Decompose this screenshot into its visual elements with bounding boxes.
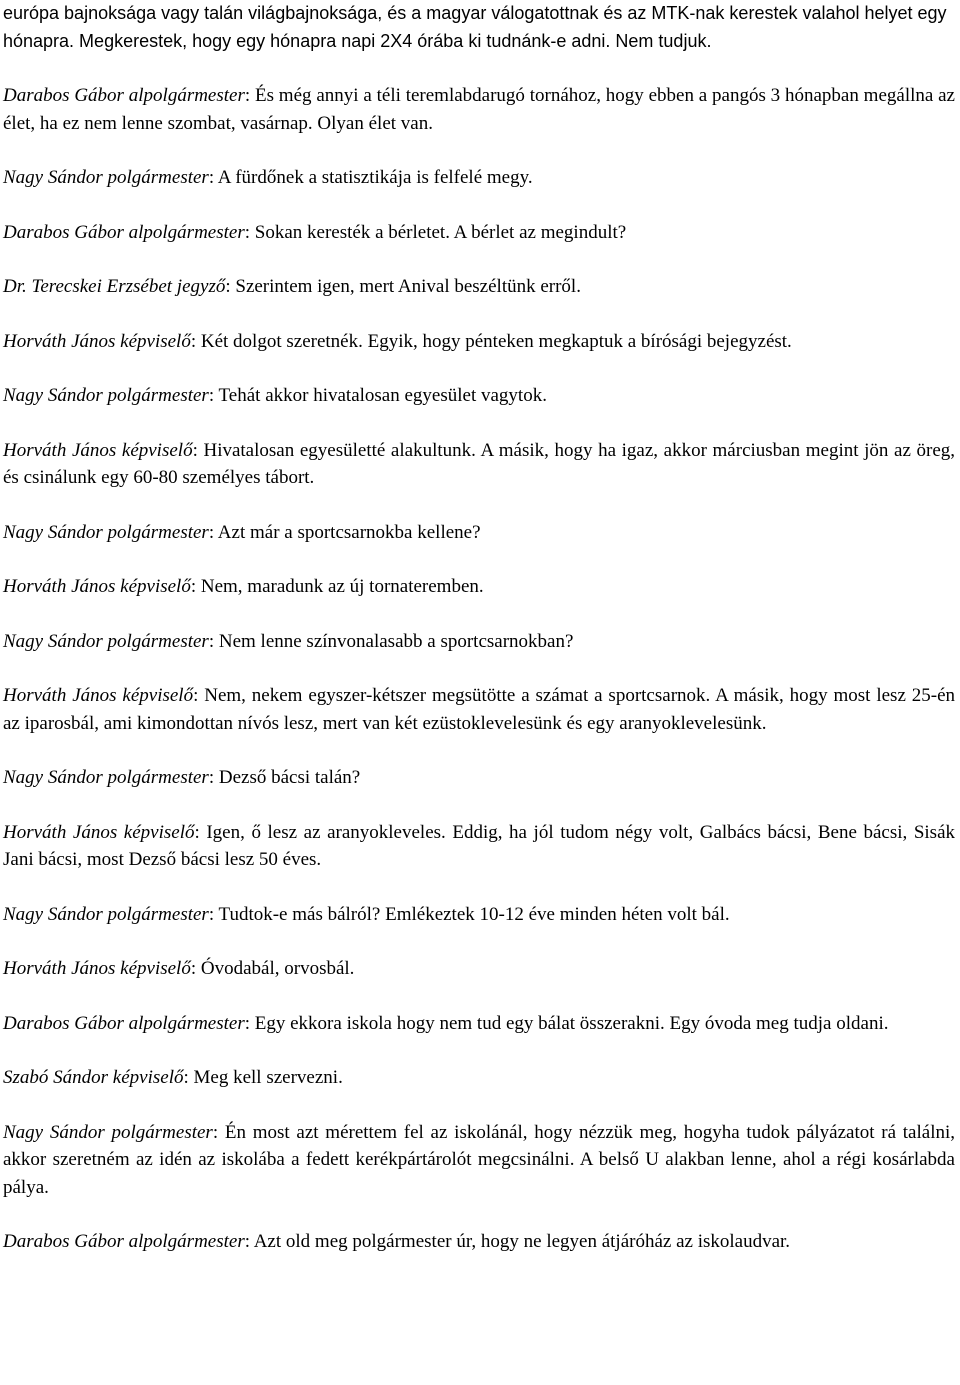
speaker-name: Nagy Sándor polgármester	[3, 767, 209, 788]
speaker-name: Darabos Gábor alpolgármester	[3, 1012, 245, 1034]
speech-text: : Szerintem igen, mert Anival beszéltünk erről.	[225, 276, 581, 297]
speech-paragraph	[3, 1064, 955, 1092]
speech-paragraph	[3, 437, 955, 492]
speech-paragraph	[3, 219, 955, 247]
speech-paragraph	[3, 1228, 955, 1256]
speech-text: : Tudtok-e más bálról? Emlékeztek 10-12 éve minden héten volt bál.	[208, 903, 730, 925]
speaker-name: Nagy Sándor polgármester	[3, 167, 209, 188]
speech-text: : Meg kell szervezni.	[183, 1067, 343, 1088]
speech-text: : A fürdőnek a statisztikája is felfelé megy.	[208, 167, 533, 188]
speech-paragraph	[3, 1010, 955, 1038]
speech-paragraph	[3, 764, 955, 792]
speaker-name: Darabos Gábor alpolgármester	[3, 221, 245, 243]
speaker-name: Nagy Sándor polgármester	[3, 630, 209, 652]
speech-paragraph	[3, 1119, 955, 1202]
speech-text: : Nem lenne színvonalasabb a sportcsarnokban?	[208, 630, 574, 652]
speaker-name: Horváth János képviselő	[3, 685, 194, 706]
lead-paragraph	[3, 0, 955, 55]
speaker-name: Horváth János képviselő	[3, 576, 191, 597]
speaker-name: Horváth János képviselő	[3, 821, 195, 843]
speech-paragraph	[3, 82, 955, 137]
speech-paragraph	[3, 955, 955, 983]
lead-sans-text: európa bajnoksága vagy talán világbajnoksága, és a magyar válogatottnak és az MTK-nak kerestek valahol helyet egy hónapra. Megkerestek, hogy egy hónapra napi 2X4 órába ki tudnánk-e adni. Nem tudjuk.	[3, 3, 947, 51]
speech-text: : Dezső bácsi talán?	[208, 767, 361, 788]
speaker-name: Nagy Sándor polgármester	[3, 1121, 213, 1143]
speaker-name: Darabos Gábor alpolgármester	[3, 1231, 245, 1252]
speech-text: : Óvodabál, orvosbál.	[190, 958, 355, 979]
speaker-name: Szabó Sándor képviselő	[3, 1067, 184, 1088]
speaker-name: Nagy Sándor polgármester	[3, 521, 209, 543]
speech-text: : Sokan keresték a bérletet. A bérlet az megindult?	[244, 221, 627, 243]
speaker-name: Horváth János képviselő	[3, 958, 191, 979]
speech-text: : Tehát akkor hivatalosan egyesület vagytok.	[208, 385, 547, 406]
speech-paragraph	[3, 628, 955, 656]
speaker-name: Dr. Terecskei Erzsébet jegyző	[3, 276, 226, 297]
speech-text: : Nem, nekem egyszer-kétszer megsütötte a számat a sportcsarnok. A másik, hogy most lesz 25-én az iparosbál, ami kimondottan nívós lesz, mert van két ezüstoklevelesünk és egy aranyoklevelesünk.	[3, 685, 956, 734]
speaker-name: Nagy Sándor polgármester	[3, 385, 209, 406]
speech-text: : Azt már a sportcsarnokba kellene?	[208, 521, 481, 543]
speech-text: : Azt old meg polgármester úr, hogy ne legyen átjáróház az iskolaudvar.	[244, 1231, 791, 1252]
speech-paragraph	[3, 682, 955, 737]
speech-text: : Két dolgot szeretnék. Egyik, hogy pénteken megkaptuk a bírósági bejegyzést.	[190, 330, 792, 352]
speech-text: : Hivatalosan egyesületté alakultunk. A másik, hogy ha igaz, akkor márciusban megint jön az öreg, és csinálunk egy 60-80 személyes tábort.	[3, 439, 956, 488]
speech-paragraph	[3, 819, 955, 874]
speaker-name: Darabos Gábor alpolgármester	[3, 85, 245, 106]
speaker-name: Nagy Sándor polgármester	[3, 903, 209, 925]
speech-text: : Egy ekkora iskola hogy nem tud egy bálat összerakni. Egy óvoda meg tudja oldani.	[244, 1012, 889, 1034]
speech-paragraph	[3, 519, 955, 547]
speaker-name: Horváth János képviselő	[3, 439, 193, 461]
speech-paragraph	[3, 382, 955, 410]
speech-text: : Én most azt mérettem fel az iskolánál, hogy nézzük meg, hogyha tudok pályázatot rá találni, akkor szeretném az idén az iskolába a fedett kerékpártárolót megcsinálni. A belső U alakban lenne, ahol a régi kosárlabda pálya.	[3, 1121, 956, 1198]
speech-text: : És még annyi a téli teremlabdarugó tornához, hogy ebben a pangós 3 hónapban megállna az élet, ha ez nem lenne szombat, vasárnap. Olyan élet van.	[3, 85, 955, 134]
speech-paragraph	[3, 901, 955, 929]
speech-paragraph	[3, 573, 955, 601]
speech-paragraph	[3, 164, 955, 192]
speech-paragraph	[3, 273, 955, 301]
speech-text: : Nem, maradunk az új tornateremben.	[190, 576, 484, 597]
speaker-name: Horváth János képviselő	[3, 330, 191, 352]
speech-paragraph	[3, 328, 955, 356]
speech-text: : Igen, ő lesz az aranyokleveles. Eddig, ha jól tudom négy volt, Galbács bácsi, Bene bácsi, Sisák Jani bácsi, most Dezső bácsi lesz 50 éves.	[3, 821, 956, 870]
